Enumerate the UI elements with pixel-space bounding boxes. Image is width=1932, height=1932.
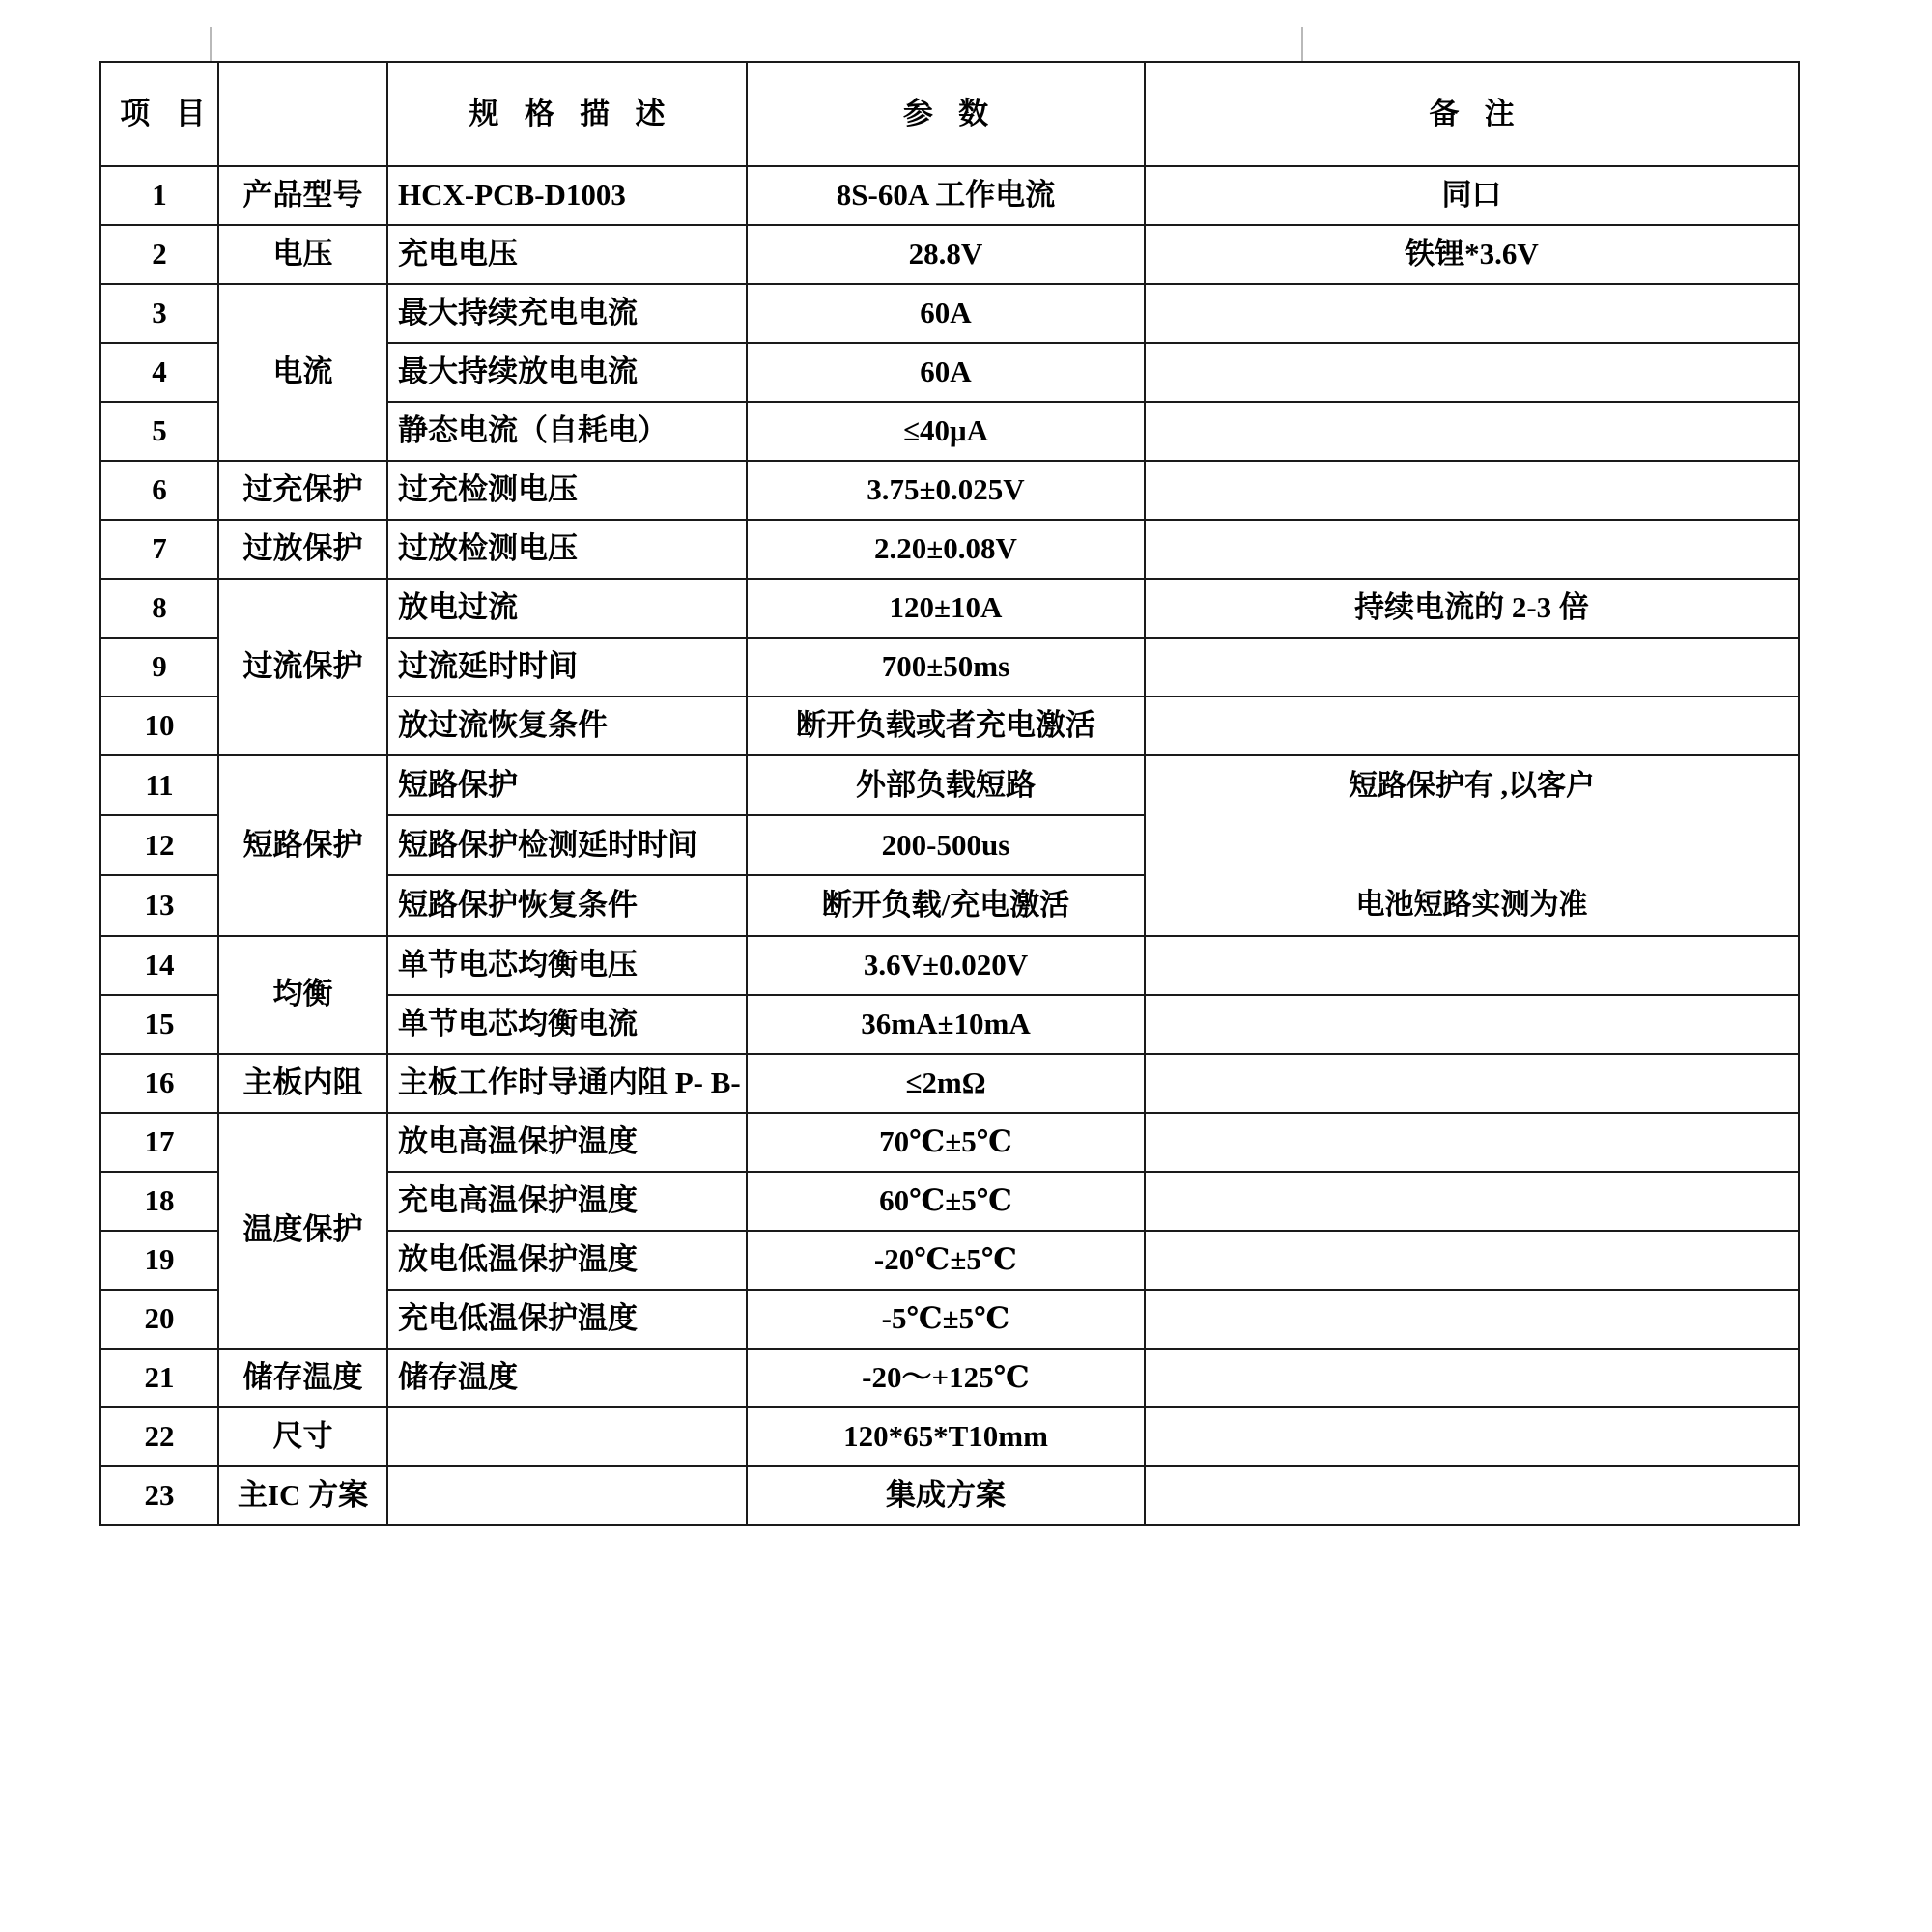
row-description: 静态电流（自耗电） (387, 402, 747, 461)
row-remark (1145, 1349, 1799, 1407)
table-row (100, 520, 1799, 579)
row-description: 放过流恢复条件 (387, 696, 747, 755)
row-category: 电压 (218, 225, 387, 284)
row-number: 13 (100, 875, 218, 935)
table-row (100, 1349, 1799, 1407)
row-number: 17 (100, 1113, 218, 1172)
row-description (387, 1407, 747, 1466)
row-category: 过流保护 (218, 579, 387, 755)
table-row (100, 755, 1799, 815)
table-row (100, 1054, 1799, 1113)
row-parameter: 断开负载或者充电激活 (747, 696, 1145, 755)
row-category: 尺寸 (218, 1407, 387, 1466)
row-description (387, 1466, 747, 1525)
row-number: 10 (100, 696, 218, 755)
row-number: 23 (100, 1466, 218, 1525)
row-remark (1145, 1172, 1799, 1231)
row-parameter: 60℃±5℃ (747, 1172, 1145, 1231)
table-row (100, 1466, 1799, 1525)
row-description: 主板工作时导通内阻 P- B- (387, 1054, 747, 1113)
row-number: 18 (100, 1172, 218, 1231)
row-remark (1145, 1231, 1799, 1290)
row-remark (1145, 520, 1799, 579)
row-remark (1145, 284, 1799, 343)
row-description: 短路保护检测延时时间 (387, 815, 747, 875)
row-parameter: 60A (747, 343, 1145, 402)
table-row (100, 579, 1799, 638)
row-description: 单节电芯均衡电流 (387, 995, 747, 1054)
row-category: 储存温度 (218, 1349, 387, 1407)
row-description: 储存温度 (387, 1349, 747, 1407)
table-header (100, 62, 1799, 166)
row-remark (1145, 1290, 1799, 1349)
table-row (100, 284, 1799, 343)
row-remark (1145, 1054, 1799, 1113)
row-parameter: 集成方案 (747, 1466, 1145, 1525)
row-number: 21 (100, 1349, 218, 1407)
row-category: 均衡 (218, 936, 387, 1054)
row-number: 12 (100, 815, 218, 875)
column-header-item: 项 目 (100, 62, 218, 166)
row-remark: 同口 (1145, 166, 1799, 225)
row-description: 单节电芯均衡电压 (387, 936, 747, 995)
row-description: 放电高温保护温度 (387, 1113, 747, 1172)
row-remark (1145, 638, 1799, 696)
row-description: 放电过流 (387, 579, 747, 638)
table-row (100, 936, 1799, 995)
row-number: 15 (100, 995, 218, 1054)
row-remark (1145, 1407, 1799, 1466)
row-description: 放电低温保护温度 (387, 1231, 747, 1290)
row-parameter: 2.20±0.08V (747, 520, 1145, 579)
row-parameter: 60A (747, 284, 1145, 343)
row-number: 9 (100, 638, 218, 696)
row-description: 过充检测电压 (387, 461, 747, 520)
row-parameter: 3.75±0.025V (747, 461, 1145, 520)
row-parameter: 120±10A (747, 579, 1145, 638)
row-number: 11 (100, 755, 218, 815)
row-parameter: 700±50ms (747, 638, 1145, 696)
row-parameter: 28.8V (747, 225, 1145, 284)
row-number: 20 (100, 1290, 218, 1349)
column-header-category (218, 62, 387, 166)
row-category: 电流 (218, 284, 387, 461)
row-category: 短路保护 (218, 755, 387, 936)
row-number: 7 (100, 520, 218, 579)
row-parameter: 200-500us (747, 815, 1145, 875)
row-description: 短路保护 (387, 755, 747, 815)
row-description: 最大持续充电电流 (387, 284, 747, 343)
row-description: 充电电压 (387, 225, 747, 284)
row-number: 14 (100, 936, 218, 995)
column-header-parameter: 参 数 (747, 62, 1145, 166)
page-margin-guide-left (210, 27, 212, 61)
row-remark (1145, 402, 1799, 461)
row-category: 主板内阻 (218, 1054, 387, 1113)
row-remark (1145, 1466, 1799, 1525)
row-number: 5 (100, 402, 218, 461)
row-description: 过流延时时间 (387, 638, 747, 696)
row-parameter: 3.6V±0.020V (747, 936, 1145, 995)
short-circuit-note-line1: 短路保护有 ,以客户 (1349, 770, 1595, 802)
table-body (100, 166, 1799, 1525)
column-header-remark: 备 注 (1145, 62, 1799, 166)
row-parameter: 36mA±10mA (747, 995, 1145, 1054)
row-description: 短路保护恢复条件 (387, 875, 747, 935)
spec-sheet (99, 61, 1798, 1526)
row-number: 19 (100, 1231, 218, 1290)
page-margin-guide-right (1301, 27, 1303, 61)
row-remark (1145, 461, 1799, 520)
row-category: 过充保护 (218, 461, 387, 520)
row-parameter: 70℃±5℃ (747, 1113, 1145, 1172)
table-row (100, 1407, 1799, 1466)
row-number: 2 (100, 225, 218, 284)
row-remark (1145, 936, 1799, 995)
row-number: 8 (100, 579, 218, 638)
row-remark (1145, 343, 1799, 402)
row-remark (1145, 1113, 1799, 1172)
row-remark: 持续电流的 2-3 倍 (1145, 579, 1799, 638)
row-parameter: 8S-60A 工作电流 (747, 166, 1145, 225)
row-category: 产品型号 (218, 166, 387, 225)
row-parameter: 120*65*T10mm (747, 1407, 1145, 1466)
row-remark (1145, 696, 1799, 755)
row-parameter: 外部负载短路 (747, 755, 1145, 815)
row-parameter: ≤2mΩ (747, 1054, 1145, 1113)
short-circuit-note-line2: 电池短路实测为准 (1355, 889, 1588, 921)
row-parameter: -5℃±5℃ (747, 1290, 1145, 1349)
row-parameter: -20℃±5℃ (747, 1231, 1145, 1290)
row-number: 3 (100, 284, 218, 343)
row-description: 过放检测电压 (387, 520, 747, 579)
specification-table (99, 61, 1800, 1526)
row-parameter: -20～+125℃ (747, 1349, 1145, 1407)
table-row (100, 461, 1799, 520)
row-category: 温度保护 (218, 1113, 387, 1349)
row-number: 16 (100, 1054, 218, 1113)
table-row (100, 166, 1799, 225)
row-number: 22 (100, 1407, 218, 1466)
row-number: 6 (100, 461, 218, 520)
table-row (100, 225, 1799, 284)
column-header-description: 规 格 描 述 (387, 62, 747, 166)
row-description: 最大持续放电电流 (387, 343, 747, 402)
row-number: 4 (100, 343, 218, 402)
row-remark-short-circuit (1145, 755, 1799, 936)
table-row (100, 1113, 1799, 1172)
row-remark (1145, 995, 1799, 1054)
table-header-row (100, 62, 1799, 166)
row-parameter: ≤40μA (747, 402, 1145, 461)
row-description: 充电高温保护温度 (387, 1172, 747, 1231)
row-category: 过放保护 (218, 520, 387, 579)
row-description: HCX-PCB-D1003 (387, 166, 747, 225)
row-remark: 铁锂*3.6V (1145, 225, 1799, 284)
row-number: 1 (100, 166, 218, 225)
row-category: 主IC 方案 (218, 1466, 387, 1525)
row-description: 充电低温保护温度 (387, 1290, 747, 1349)
row-parameter: 断开负载/充电激活 (747, 875, 1145, 935)
